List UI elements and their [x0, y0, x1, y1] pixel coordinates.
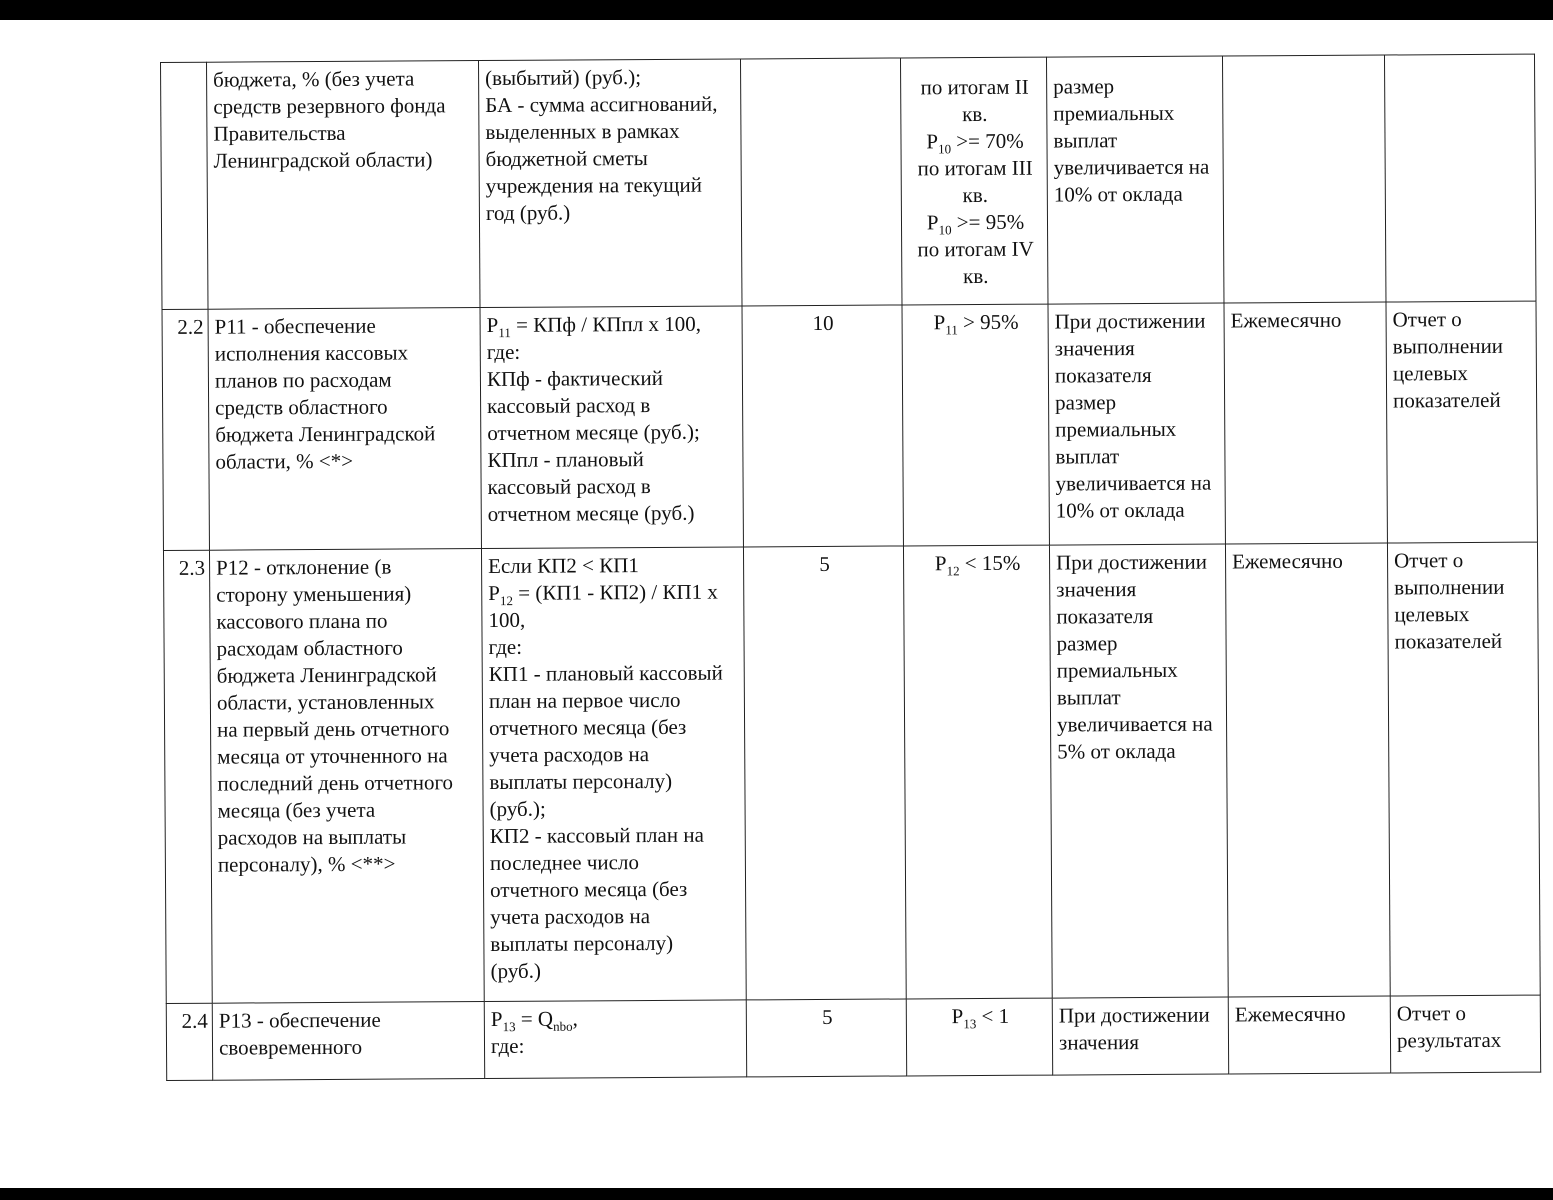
text-line: выполнении: [1394, 574, 1505, 600]
text-line: где:: [490, 1033, 525, 1058]
text-line: При достижении: [1058, 1002, 1210, 1028]
text-line: Отчет о: [1396, 1001, 1467, 1026]
text-line: P11 - обеспечение: [214, 313, 376, 339]
formula-line: [913, 1003, 1048, 1031]
text-line: отчетном месяце (руб.);: [487, 419, 700, 446]
subscript: 10: [938, 222, 952, 238]
text-line: результатах: [1396, 1027, 1502, 1053]
text-line: показателя: [1054, 362, 1152, 388]
text-line: размер: [1056, 631, 1118, 656]
text-line: области, установленных: [216, 689, 435, 715]
row-number: [161, 62, 209, 309]
text-line: выполнении: [1392, 333, 1504, 359]
punctuation: ,: [572, 1006, 578, 1031]
text-line: на первый день отчетного: [217, 716, 450, 742]
text-line: выплат: [1055, 444, 1120, 469]
text-line: исполнения кассовых: [214, 340, 409, 366]
text-line: учета расходов на: [489, 742, 650, 768]
text-line: увеличивается на: [1055, 470, 1212, 496]
text-line: [908, 209, 1043, 237]
text-line: премиальных: [1053, 100, 1175, 126]
text-line: 10% от оклада: [1055, 497, 1185, 523]
text-line: целевых: [1392, 361, 1468, 386]
indicator-criteria: [906, 998, 1052, 1076]
text-line: кв.: [962, 182, 989, 208]
row-number: 2.3: [163, 550, 212, 1003]
text-line: выделенных в рамках: [485, 118, 680, 145]
p-symbol: P: [488, 580, 501, 606]
text-line: размер: [1053, 74, 1115, 99]
p-symbol: P: [926, 210, 939, 235]
formula-line: [909, 309, 1044, 337]
subscript: 11: [945, 322, 958, 338]
threshold: >= 70%: [950, 128, 1024, 154]
formula-line: [487, 310, 738, 339]
table-row: [161, 54, 1536, 309]
text-line: кассовый расход в: [487, 474, 651, 500]
scan-border-bottom: [0, 1188, 1553, 1200]
indicator-formula: [478, 59, 742, 308]
text-line: персоналу), % <**>: [217, 851, 396, 877]
text-line: планов по расходам: [214, 367, 392, 393]
indicator-weight: 5: [743, 546, 906, 1000]
text-line: расходам областного: [216, 635, 403, 661]
indicator-criteria: [903, 545, 1052, 999]
indicator-name: [209, 549, 484, 1004]
text-line: бюджета Ленинградской: [216, 662, 437, 688]
text-line: целевых: [1394, 602, 1470, 627]
indicator-weight: [740, 58, 902, 306]
bonus-description: [1046, 56, 1224, 304]
text-line: последний день отчетного: [217, 770, 454, 796]
text-line: бюджета, % (без учета: [213, 66, 415, 92]
text-line: план на первое число: [488, 687, 681, 714]
text-line: год (руб.): [485, 200, 571, 226]
indicator-name: [212, 1002, 484, 1081]
indicator-weight: 10: [742, 305, 903, 547]
report-form: [1387, 542, 1540, 996]
indicator-name: [207, 61, 481, 310]
text-line: значения: [1056, 577, 1137, 602]
text-line: по итогам III: [917, 155, 1033, 181]
text-line: увеличивается на: [1053, 154, 1210, 180]
text-line: Правительства: [213, 120, 346, 146]
text-line: отчетном месяце (руб.): [487, 500, 695, 527]
subscript: 12: [946, 563, 960, 579]
text-line: отчетного месяца (без: [489, 876, 688, 902]
table-row: [163, 542, 1540, 1003]
formula-expression: = Q: [515, 1006, 554, 1031]
formula-line: [491, 1004, 742, 1033]
text-line: показателя: [1056, 603, 1154, 629]
formula-line: [488, 578, 739, 607]
text-line: увеличивается на: [1056, 711, 1213, 737]
text-line: КПф - фактический: [486, 365, 663, 392]
subscript: 13: [963, 1016, 977, 1032]
report-form: [1390, 995, 1540, 1073]
text-line: кассовый расход в: [487, 393, 651, 419]
text-line: показателей: [1394, 628, 1503, 654]
text-line: выплат: [1053, 128, 1118, 153]
threshold: > 95%: [957, 309, 1019, 335]
table-row: [162, 301, 1537, 550]
text-line: значения: [1058, 1030, 1140, 1055]
text-line: бюджетной сметы: [485, 146, 648, 172]
bonus-description: [1052, 997, 1228, 1075]
formula-expression: = КПф / КПпл x 100,: [510, 311, 702, 337]
text-line: бюджета Ленинградской: [215, 421, 436, 447]
p-symbol: P: [933, 310, 946, 335]
text-line: премиальных: [1056, 657, 1178, 683]
bonus-description: [1049, 544, 1228, 998]
text-line: где:: [488, 634, 523, 660]
indicator-formula: [481, 547, 746, 1002]
text-line: области, % <*>: [215, 448, 354, 474]
subscript: 11: [498, 325, 511, 341]
p-symbol: P: [951, 1004, 964, 1029]
subscript: nbo: [553, 1018, 573, 1034]
text-line: сторону уменьшения): [216, 581, 412, 607]
report-form: [1386, 301, 1537, 543]
text-line: Отчет о: [1392, 307, 1462, 332]
threshold: >= 95%: [951, 209, 1025, 235]
text-line: премиальных: [1055, 416, 1177, 442]
text-line: кассового плана по: [216, 608, 388, 634]
formula-expression: = (КП1 - КП2) / КП1 x: [512, 579, 718, 605]
text-line: КПпл - плановый: [487, 447, 644, 473]
text-line: КП1 - плановый кассовый: [488, 660, 723, 687]
formula-line: [910, 550, 1045, 578]
text-line: своевременного: [218, 1034, 363, 1060]
subscript: 12: [499, 593, 514, 609]
text-line: 5% от оклада: [1057, 738, 1176, 764]
text-line: выплаты персоналу): [490, 930, 674, 956]
bonus-description: [1048, 303, 1225, 545]
text-line: (руб.);: [489, 796, 546, 822]
indicator-weight: 5: [746, 999, 906, 1077]
text-line: 10% от оклада: [1053, 181, 1183, 207]
text-line: (выбытий) (руб.);: [485, 65, 642, 91]
indicators-table: [160, 54, 1541, 1081]
text-line: расходов на выплаты: [217, 824, 407, 850]
row-number: 2.4: [166, 1003, 212, 1080]
text-line: где:: [486, 339, 521, 365]
text-line: [907, 128, 1042, 156]
text-line: размер: [1055, 390, 1117, 415]
text-line: последнее число: [489, 850, 640, 875]
text-line: месяца (без учета: [217, 797, 376, 823]
text-line: выплат: [1056, 685, 1121, 710]
p-symbol: P: [490, 1006, 503, 1031]
text-line: кв.: [963, 263, 989, 289]
period: [1222, 55, 1386, 303]
text-line: кв.: [962, 101, 988, 127]
p-symbol: P: [934, 551, 947, 576]
text-line: учреждения на текущий: [485, 172, 702, 199]
text-line: по итогам IV: [917, 236, 1034, 262]
text-line: месяца от уточненного на: [217, 743, 448, 769]
subscript: 13: [502, 1019, 516, 1035]
row-number: 2.2: [162, 309, 209, 550]
text-line: показателей: [1393, 387, 1501, 413]
text-line: средств областного: [215, 394, 388, 420]
scanned-table-region: [160, 54, 1540, 1081]
text-line: P12 - отклонение (в: [216, 554, 392, 580]
text-line: КП2 - кассовый план на: [489, 822, 704, 848]
period: Ежемесячно: [1225, 543, 1390, 997]
text-line: Если КП2 < КП1: [488, 553, 639, 579]
indicator-criteria: [902, 304, 1049, 546]
indicator-name: [208, 308, 481, 551]
text-line: выплаты персоналу): [489, 768, 673, 795]
text-line: значения: [1054, 336, 1135, 361]
table-row: [166, 995, 1540, 1080]
text-line: При достижении: [1054, 308, 1206, 334]
text-line: При достижении: [1056, 549, 1208, 575]
p-symbol: P: [926, 129, 939, 154]
threshold: < 1: [976, 1003, 1010, 1029]
text-line: средств резервного фонда: [213, 93, 446, 119]
text-line: Отчет о: [1393, 548, 1464, 573]
report-form: [1384, 54, 1536, 302]
text-line: учета расходов на: [490, 904, 651, 929]
p-symbol: P: [486, 312, 499, 338]
text-line: БА - сумма ассигнований,: [485, 91, 718, 118]
text-line: по итогам II: [920, 74, 1029, 100]
text-line: (руб.): [490, 958, 542, 983]
text-line: 100,: [488, 607, 526, 633]
subscript: 10: [937, 141, 952, 157]
text-line: P13 - обеспечение: [218, 1007, 381, 1033]
threshold: < 15%: [959, 550, 1021, 576]
period: Ежемесячно: [1224, 302, 1387, 544]
indicator-formula: [480, 306, 743, 549]
text-line: отчетного месяца (без: [489, 714, 687, 741]
indicator-criteria: [900, 57, 1048, 305]
indicator-formula: [484, 1000, 746, 1079]
text-line: Ленинградской области): [213, 147, 433, 173]
period: Ежемесячно: [1228, 996, 1390, 1074]
